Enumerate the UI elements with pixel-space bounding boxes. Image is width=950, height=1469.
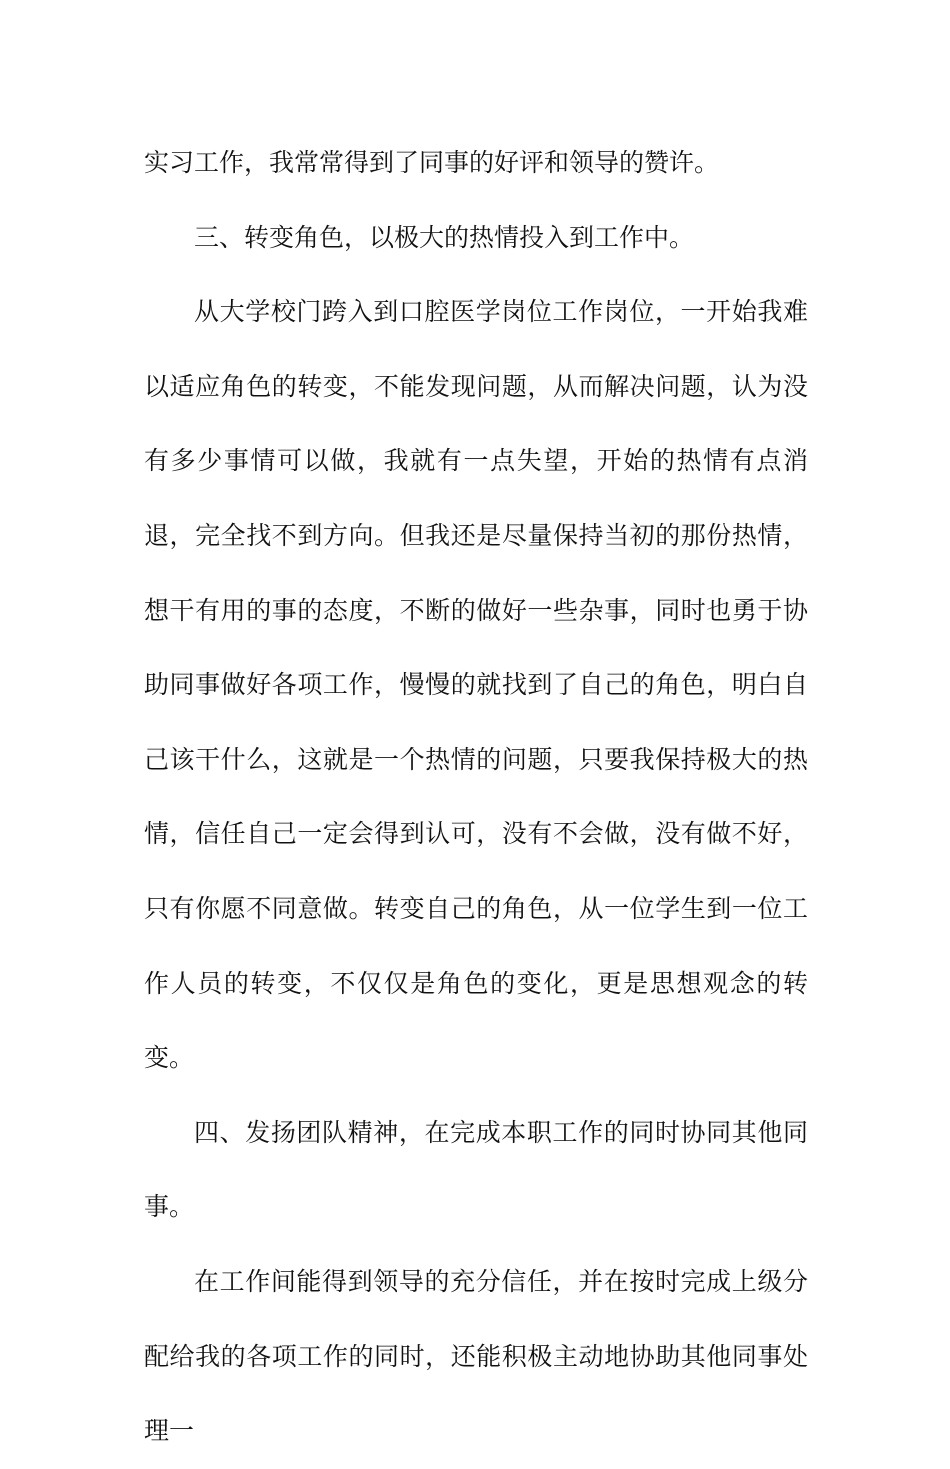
section-heading-3: 三、转变角色，以极大的热情投入到工作中。 — [194, 222, 695, 252]
paragraph-role-change: 从大学校门跨入到口腔医学岗位工作岗位，一开始我难以适应角色的转变，不能发现问题，从而解决问题，认为没有多少事情可以做，我就有一点失望，开始的热情有点消退，完全找不到方向。但我还是尽量保持当初的那份热情，想干有用的事的态度，不断的做好一些杂事，同时也勇于协助同事做好各项工作，慢慢的就找到了自己的角色，明白自己该干什么，这就是一个热情的问题，只要我保持极大的热情，信任自己一定会得到认可，没有不会做，没有做不好，只有你愿不同意做。转变自己的角色，从一位学生到一位工作人员的转变，不仅仅是角色的变化，更是思想观念的转变。 — [144, 297, 808, 1073]
document-body — [144, 126, 808, 1469]
paragraph-continuation: 实习工作，我常常得到了同事的好评和领导的赞许。 — [144, 148, 720, 177]
section-heading-4: 四、发扬团队精神，在完成本职工作的同时协同其他同事。 — [144, 1117, 808, 1222]
paragraph-teamwork: 在工作间能得到领导的充分信任，并在按时完成上级分配给我的各项工作的同时，还能积极主动地协助其他同事处理一 — [144, 1266, 808, 1446]
